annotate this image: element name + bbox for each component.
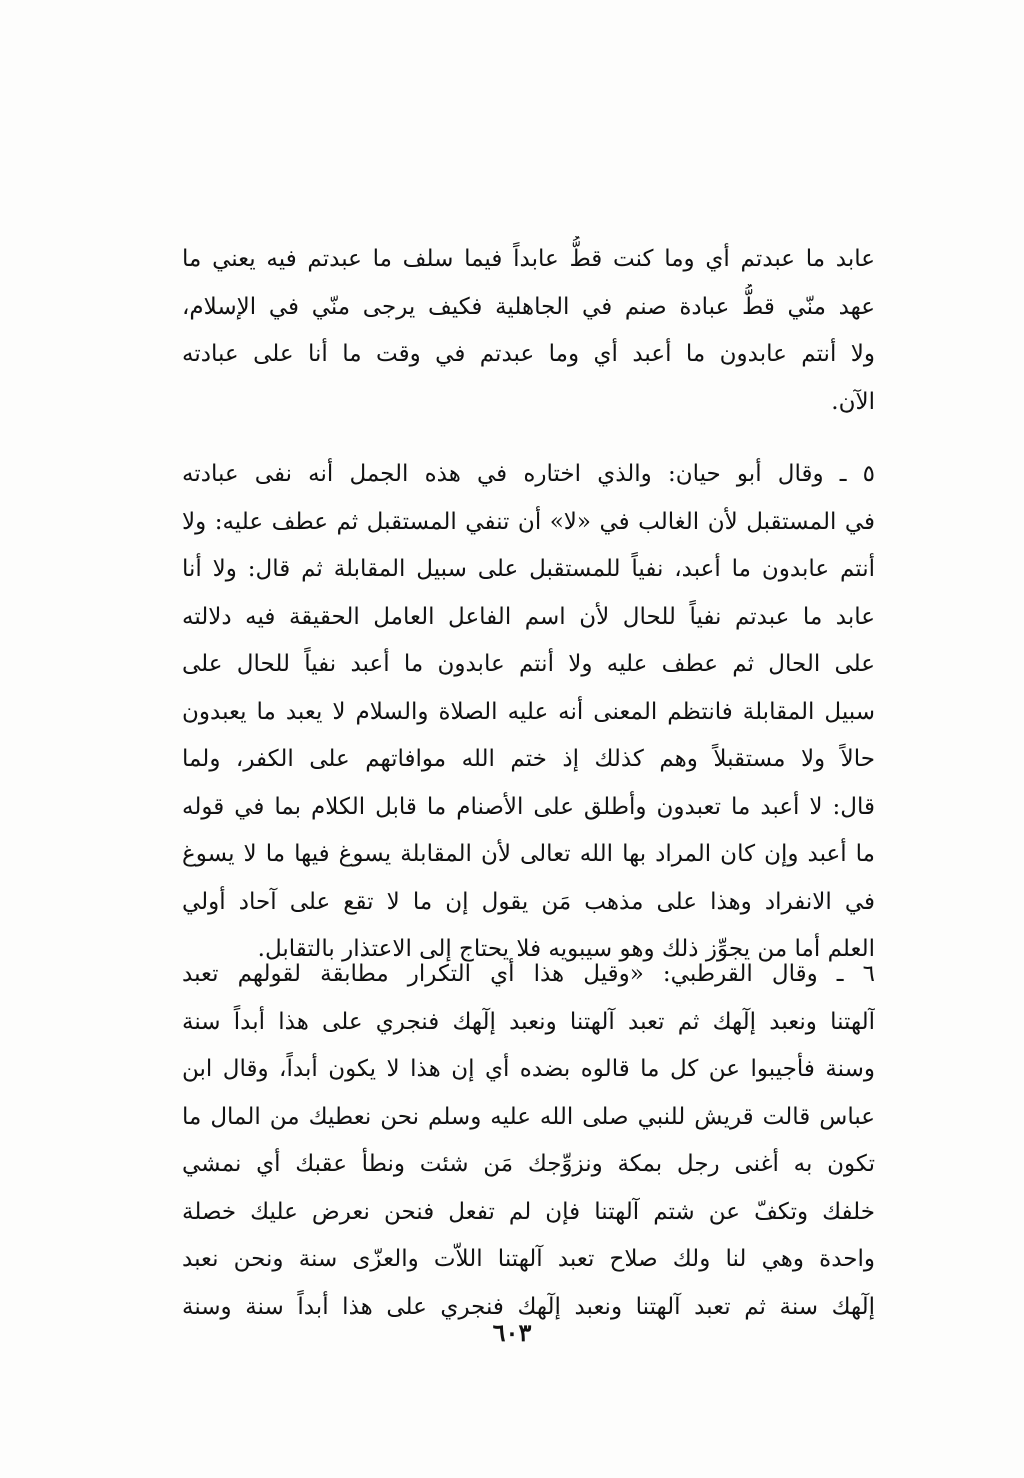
text-line: في المستقبل لأن الغالب في «لا» أن تنفي المستقبل ثم عطف عليه: ولا [182,508,875,535]
text-line: ٦ ـ وقال القرطبي: «وقيل هذا أي التكرار مطابقة لقولهم تعبد [182,961,875,987]
page-number: ٦٠٣ [492,1318,532,1347]
text-line: خلفك وتكفّ عن شتم آلهتنا فإن لم تفعل فنحن نعرض عليك خصلة [182,1198,875,1225]
text-line: إلٓهك سنة ثم تعبد آلهتنا ونعبد إلٓهك فنجري على هذا أبداً سنة وسنة [182,1293,875,1320]
text-line: على الحال ثم عطف عليه ولا أنتم عابدون ما أعبد نفياً للحال على [182,651,875,677]
text-line: ٥ ـ وقال أبو حيان: والذي اختاره في هذه الجمل أنه نفى عبادته [182,461,875,487]
text-line: حالاً ولا مستقبلاً وهم كذلك إذ ختم الله موافاتهم على الكفر، ولما [182,746,875,772]
text-line: أنتم عابدون ما أعبد، نفياً للمستقبل على سبيل المقابلة ثم قال: ولا أنا [182,556,875,582]
text-line: واحدة وهي لنا ولك صلاح تعبد آلهتنا اللاّت والعزّى سنة ونحن نعبد [182,1246,875,1272]
paragraph-3 [182,951,875,1331]
text-line: الآن. [831,388,875,415]
text-line: تكون به أغنى رجل بمكة ونزوِّجك مَن شئت ونطأ عقبك أي نمشي [182,1151,875,1177]
text-line: عباس قالت قريش للنبي صلى الله عليه وسلم نحن نعطيك من المال ما [182,1103,875,1130]
text-line: عابد ما عبدتم نفياً للحال لأن اسم الفاعل العامل الحقيقة فيه دلالته [182,603,875,630]
text-line: في الانفراد وهذا على مذهب مَن يقول إن ما لا تقع على آحاد أولي [182,888,875,915]
text-line: سبيل المقابلة فانتظم المعنى أنه عليه الصلاة والسلام لا يعبد ما يعبدون [182,698,875,725]
text-line: ولا أنتم عابدون ما أعبد أي وما عبدتم في وقت ما أنا على عبادته [182,341,875,367]
text-line: عهد منّي قطُّ عبادة صنم في الجاهلية فكيف يرجى منّي في الإسلام، [182,293,875,320]
text-line: العلم أما من يجوِّز ذلك وهو سيبويه فلا يحتاج إلى الاعتذار بالتقابل. [257,936,875,962]
paragraph-1 [182,236,875,426]
text-line: ما أعبد وإن كان المراد بها الله تعالى لأن المقابلة يسوغ فيها ما لا يسوغ [182,841,875,867]
paragraph-2 [182,451,875,974]
text-line: عابد ما عبدتم أي وما كنت قطُّ عابداً فيما سلف ما عبدتم فيه يعني ما [182,246,875,272]
text-line: وسنة فأجيبوا عن كل ما قالوه بضده أي إن هذا لا يكون أبداً، وقال ابن [182,1056,875,1082]
text-line: قال: لا أعبد ما تعبدون وأطلق على الأصنام ما قابل الكلام بما في قوله [182,793,875,820]
text-line: آلهتنا ونعبد إلٓهك ثم تعبد آلهتنا ونعبد إلٓهك فنجري على هذا أبداً سنة [182,1008,875,1035]
